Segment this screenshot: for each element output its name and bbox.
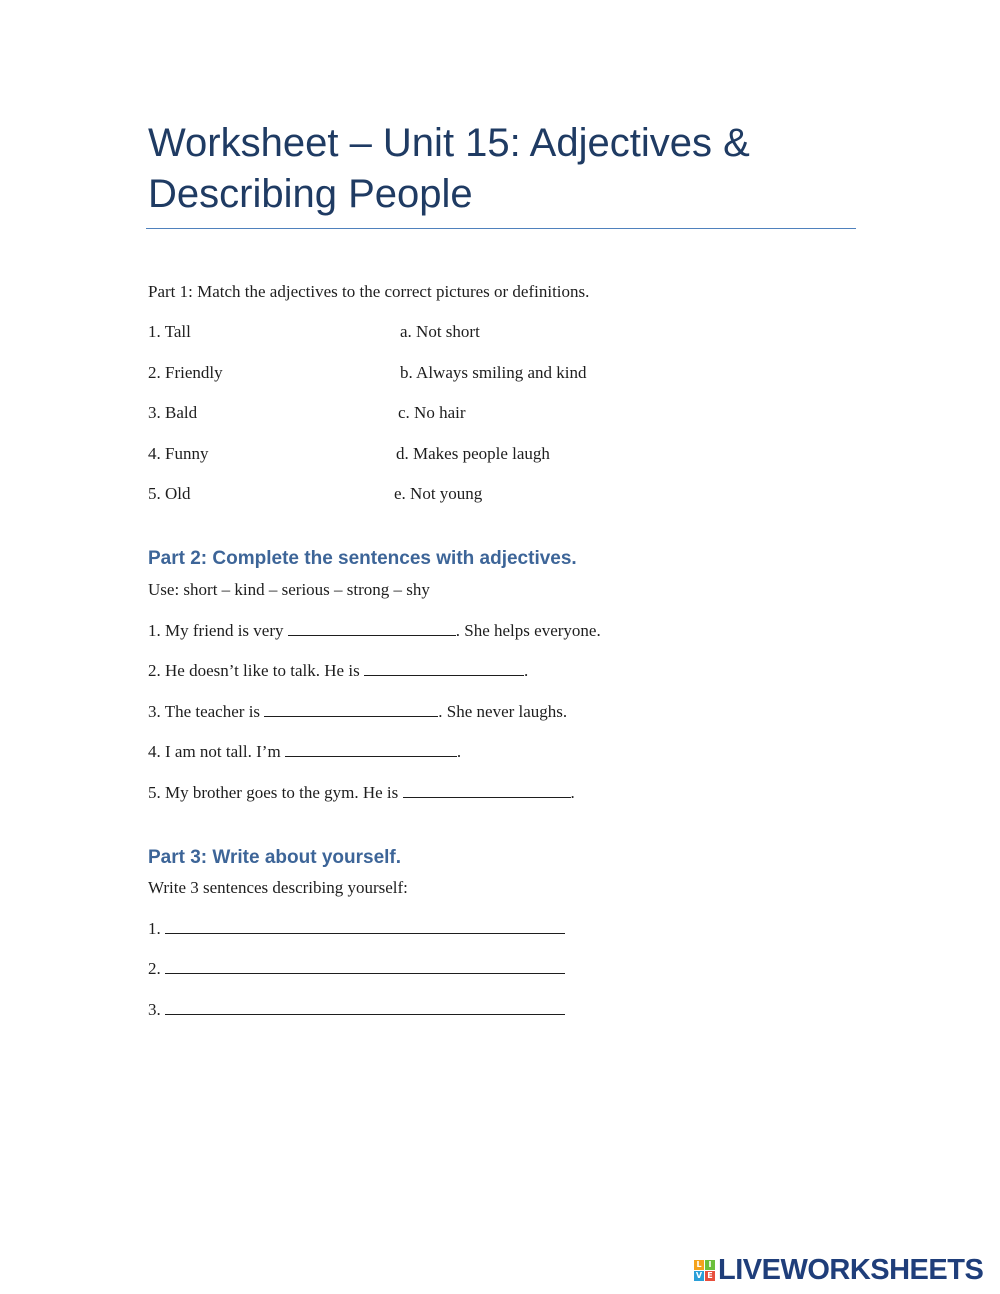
sentence-1-blank[interactable] — [288, 621, 456, 636]
sentence-3-blank[interactable] — [264, 702, 438, 717]
title-line-2: Describing People — [148, 172, 473, 216]
part3-instruction: Write 3 sentences describing yourself: — [148, 878, 408, 897]
part1-instruction: Part 1: Match the adjectives to the correct pictures or definitions. — [148, 282, 590, 301]
logo-tile-i: I — [705, 1260, 715, 1270]
liveworksheets-logo — [694, 1254, 984, 1286]
writing-line-2 — [148, 959, 565, 979]
sentence-2 — [148, 661, 528, 681]
writing-line-2-number: 2. — [148, 959, 165, 978]
sentence-4-after: . — [456, 742, 462, 761]
match-definition-d: d. Makes people laugh — [396, 444, 550, 463]
sentence-1-after: . She helps everyone. — [455, 621, 601, 640]
writing-line-3-blank[interactable] — [165, 1000, 565, 1015]
sentence-3-after: . She never laughs. — [438, 702, 568, 721]
match-definition-c: c. No hair — [398, 403, 466, 422]
match-definition-b: b. Always smiling and kind — [400, 363, 587, 382]
match-definition-a: a. Not short — [400, 322, 480, 341]
part2-word-bank: Use: short – kind – serious – strong – shy — [148, 580, 430, 599]
logo-tile-l: L — [694, 1260, 704, 1270]
sentence-3-before: 3. The teacher is — [148, 702, 265, 721]
sentence-3 — [148, 702, 567, 722]
sentence-2-after: . — [523, 661, 529, 680]
sentence-5-before: 5. My brother goes to the gym. He is — [148, 783, 403, 802]
writing-line-1-number: 1. — [148, 919, 165, 938]
sentence-4-before: 4. I am not tall. I’m — [148, 742, 285, 761]
sentence-1-before: 1. My friend is very — [148, 621, 288, 640]
sentence-5-blank[interactable] — [403, 783, 571, 798]
title-underline — [146, 228, 856, 229]
sentence-5 — [148, 783, 575, 803]
sentence-5-after: . — [570, 783, 575, 802]
sentence-4-blank[interactable] — [285, 742, 457, 757]
liveworksheets-logo-icon — [694, 1260, 715, 1281]
writing-line-1 — [148, 919, 565, 939]
sentence-2-before: 2. He doesn’t like to talk. He is — [148, 661, 364, 680]
liveworksheets-logo-text: LIVEWORKSHEETS — [718, 1254, 984, 1286]
sentence-1 — [148, 621, 601, 641]
match-word-2: 2. Friendly — [148, 363, 223, 382]
writing-line-1-blank[interactable] — [165, 919, 565, 934]
match-word-3: 3. Bald — [148, 403, 198, 422]
worksheet-title — [148, 118, 868, 220]
title-line-1: Worksheet – Unit 15: Adjectives & — [148, 121, 750, 165]
match-word-1: 1. Tall — [148, 322, 191, 341]
writing-line-3-number: 3. — [148, 1000, 165, 1019]
logo-tile-v: V — [695, 1270, 703, 1280]
part2-heading: Part 2: Complete the sentences with adjectives. — [148, 548, 577, 569]
part3-heading: Part 3: Write about yourself. — [148, 847, 402, 868]
sentence-2-blank[interactable] — [364, 661, 524, 676]
match-word-5: 5. Old — [148, 484, 191, 503]
match-definition-e: e. Not young — [394, 484, 483, 503]
logo-tile-e: E — [705, 1271, 715, 1281]
writing-line-3 — [148, 1000, 565, 1020]
sentence-4 — [148, 742, 461, 762]
writing-line-2-blank[interactable] — [165, 959, 565, 974]
match-word-4: 4. Funny — [148, 444, 209, 463]
